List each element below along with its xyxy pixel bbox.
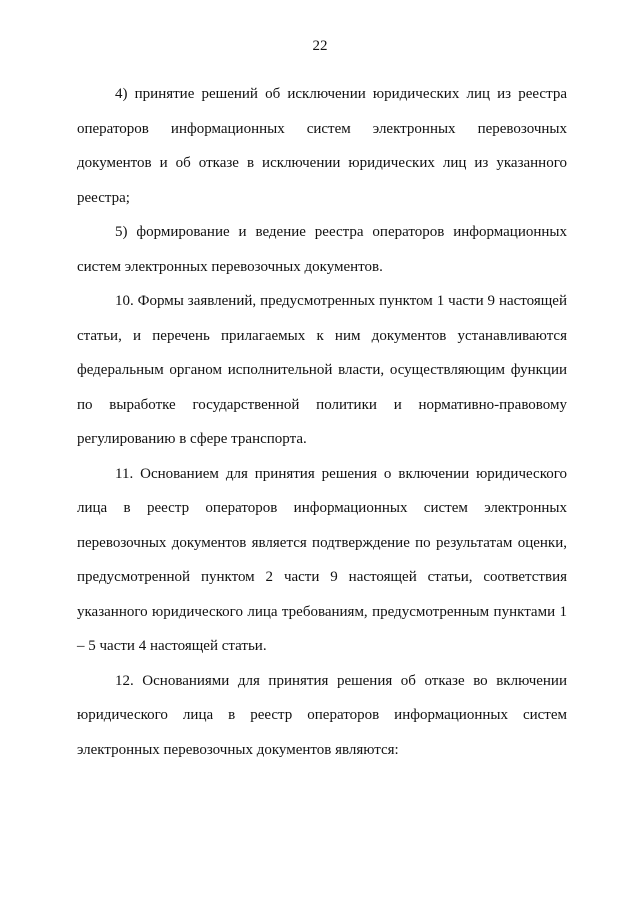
paragraph-part-11: 11. Основанием для принятия решения о включении юридического лица в реестр операторов информационных систем электронных перевозочных документов является подтверждение по результатам оценки, предусмотренной пунктом 2 части 9 настоящей статьи, соответствия указанного юридического лица требованиям, предусмотренным пунктами 1 – 5 части 4 настоящей статьи.	[77, 465, 567, 654]
page-number: 22	[312, 38, 328, 54]
document-body	[77, 77, 567, 767]
paragraph-part-12: 12. Основаниями для принятия решения об отказе во включении юридического лица в реестр операторов информационных систем электронных перевозочных документов являются:	[77, 672, 567, 758]
paragraph-item-5: 5) формирование и ведение реестра операторов информационных систем электронных перевозочных документов.	[77, 224, 567, 275]
paragraph-part-10: 10. Формы заявлений, предусмотренных пунктом 1 части 9 настоящей статьи, и перечень прилагаемых к ним документов устанавливаются федеральным органом исполнительной власти, осуществляющим функции по выработке государственной политики и нормативно-правовому регулированию в сфере транспорта.	[77, 293, 567, 447]
paragraph-item-4: 4) принятие решений об исключении юридических лиц из реестра операторов информационных систем электронных перевозочных документов и об отказе в исключении юридических лиц из указанного реестра;	[77, 86, 567, 206]
